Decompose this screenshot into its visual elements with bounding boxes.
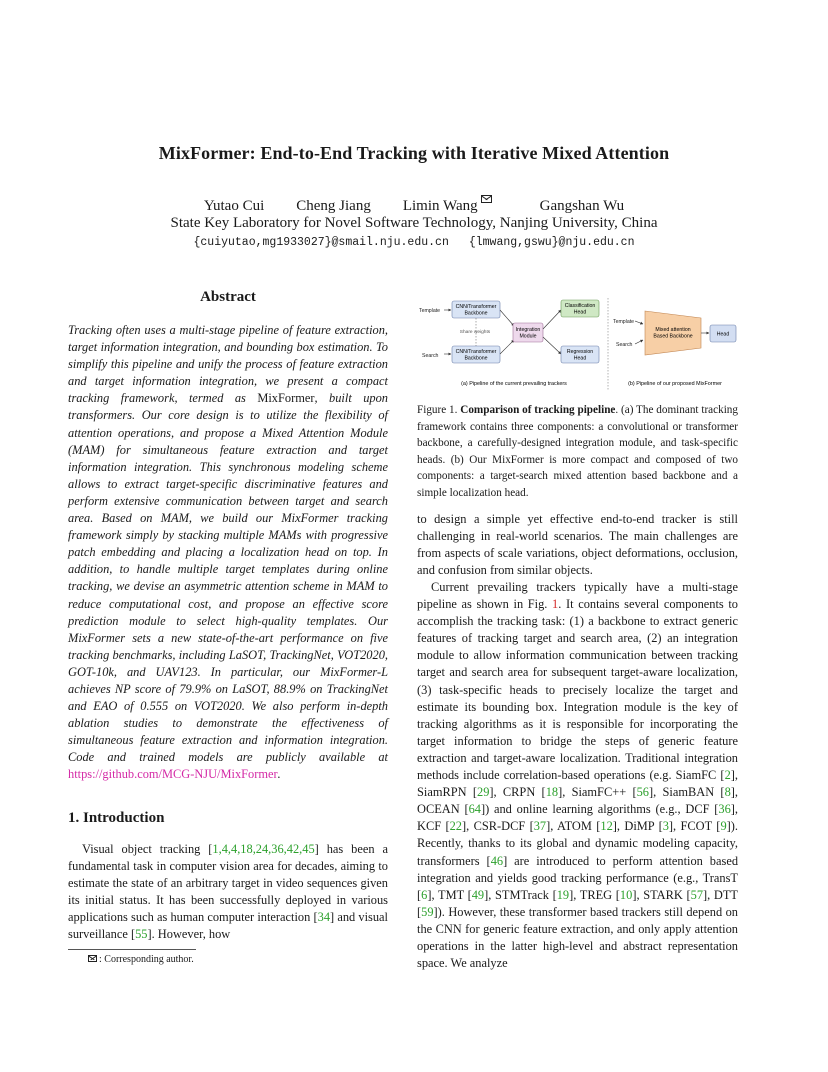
caption-bold: Comparison of tracking pipeline: [460, 404, 616, 416]
abstract-text: Tracking often uses a multi-stage pipeline of feature extraction, target information integration, and bounding box estimation. To simplify this pipeline and unify the process of feature extraction and target information integration, we present a compact tracking framework, termed as: [68, 323, 388, 406]
citation-link[interactable]: 22: [449, 819, 462, 834]
citation-link[interactable]: 8: [724, 785, 731, 800]
paper-title: MixFormer: End-to-End Tracking with Iterative Mixed Attention: [158, 143, 670, 163]
share-weights-label: Share weights: [459, 330, 491, 335]
intro-text: Visual object tracking [: [82, 842, 213, 856]
intro-text: ]. However, how: [147, 927, 231, 942]
backbone-bottom-line2: Backbone: [464, 355, 488, 362]
body-text: ], STARK [: [632, 887, 691, 902]
figure-ref-link[interactable]: 1: [552, 597, 559, 612]
body-text: ], FCOT [: [668, 819, 721, 834]
figure-caption: [417, 402, 738, 501]
intro-paragraph: [68, 841, 388, 944]
integration-line1: Integration: [515, 327, 541, 333]
code-link[interactable]: https://github.com/MCG-NJU/MixFormer: [68, 767, 278, 782]
author-name-text: Limin Wang: [402, 198, 478, 214]
body-text: ], STMTrack [: [484, 887, 557, 902]
citation-link[interactable]: 9: [720, 819, 727, 834]
author-name: Yutao Cui: [203, 198, 265, 214]
citation-link[interactable]: 64: [468, 802, 481, 817]
citation-link[interactable]: 1,4,4,18,24,36,42,45: [212, 842, 315, 856]
citation-link[interactable]: 6: [421, 887, 428, 902]
footnote-rule: [68, 949, 196, 950]
affiliation: State Key Laboratory for Novel Software Technology, Nanjing University, China: [170, 215, 658, 231]
body-paragraph: [417, 579, 738, 972]
citation-link[interactable]: 55: [135, 927, 148, 942]
body-text: Current prevailing trackers typically have a multi-stage pipeline as shown in Fig.: [417, 580, 738, 612]
footnote: [88, 954, 194, 965]
arrow: [500, 340, 514, 354]
regression-line2: Head: [573, 355, 587, 362]
classification-line2: Head: [573, 309, 587, 316]
mixed-line1: Mixed attention: [655, 327, 691, 333]
abstract-end: .: [277, 767, 281, 782]
citation-link[interactable]: 49: [471, 887, 485, 902]
citation-link[interactable]: 56: [636, 785, 649, 800]
body-text: ], CRPN [: [489, 785, 546, 800]
caption-label: Figure 1.: [417, 404, 458, 416]
citation-link[interactable]: 29: [477, 785, 490, 800]
body-text: ], KCF [: [417, 802, 738, 834]
body-text: ], SiamBAN [: [649, 785, 725, 800]
abstract-body: [68, 322, 388, 784]
body-text: . It contains several components to accomplish the tracking task: (1) a backbone to extract generic features of tracking target and search area, (2) an integration module to allow information communication between tracking target and search area for subsequent target-aware localization, (3) task-specific heads to precisely localize the target and estimate its bounding box. Integration module is the key of tracking algorithms as it is responsible for incorporating the target information to bridge the steps of generic feature extraction and target-aware localization. Traditional integration methods include correlation-based operations (e.g. SiamFC [: [417, 597, 738, 783]
backbone-bottom-line1: CNN/Transformer: [455, 349, 497, 355]
intro-text: ] has been a fundamental task in computer vision area for decades, aiming to estimate the state of an arbitrary target in video sequences given its initial status. It has been successfully deployed in various applications such as human computer interaction [: [68, 842, 388, 925]
citation-link[interactable]: 46: [490, 853, 504, 868]
citation-link[interactable]: 36: [718, 802, 731, 817]
body-text: ], TREG [: [569, 887, 620, 902]
author-name: Cheng Jiang: [296, 198, 371, 214]
citation-link[interactable]: 19: [556, 887, 570, 902]
citation-link[interactable]: 57: [690, 887, 704, 902]
email: {cuiyutao,mg1933027}@smail.nju.edu.cn: [193, 236, 449, 249]
body-text: ], CSR-DCF [: [461, 819, 534, 834]
body-text: ]). Recently, thanks to its global and dynamic modeling capacity, transformers [: [417, 819, 738, 868]
arrow: [543, 337, 561, 354]
body-text: ] are introduced to perform attention based integration and yields good tracking performance (e.g., TransT [: [417, 853, 739, 902]
body-text: ], ATOM [: [546, 819, 601, 834]
body-text: ], OCEAN [: [417, 785, 738, 817]
arrow: [635, 340, 643, 344]
arrow: [543, 310, 561, 329]
email-list: [0, 236, 828, 249]
citation-link[interactable]: 37: [533, 819, 547, 834]
backbone-top-line2: Backbone: [464, 310, 488, 317]
template-label-b: Template: [613, 319, 635, 325]
citation-link[interactable]: 10: [619, 887, 633, 902]
body-paragraph: to design a simple yet effective end-to-end tracker is still challenging in real-world scenarios. The main challenges are from aspects of scale variations, object deformations, occlusion, and confusion from similar objects.: [417, 512, 738, 578]
body-text: ], SiamRPN [: [417, 768, 738, 800]
template-label: Template: [419, 308, 441, 314]
regression-line1: Regression: [566, 349, 594, 355]
abstract-text: , built upon transformers. Our core design is to utilize the flexibility of attention operations, and propose a Mixed Attention Module (MAM) for simultaneous feature extraction and target information integration. This synchronous modeling scheme allows to extract target-specific discriminative features and perform extensive communication between target and search area. Based on MAM, we build our MixFormer tracking framework simply by stacking multiple MAMs with progressive patch embedding and placing a localization head on top. In addition, to handle multiple target templates during online tracking, we devise an asymmetric attention scheme in MAM to reduce computational cost, and propose an effective score prediction module to select high-quality templates. Our MixFormer sets a new state-of-the-art performance on five tracking benchmarks, including LaSOT, TrackingNet, VOT2020, GOT-10k, and UAV123. In particular, our MixFormer-L achieves NP score of 79.9% on LaSOT, 88.9% on TrackingNet and EAO of 0.555 on VOT2020. We also perform in-depth ablation studies to demonstrate the effectiveness of simultaneous feature extraction and information integration. Code and trained models are publicly available at: [68, 391, 388, 765]
subcaption-b: (b) Pipeline of our proposed MixFormer: [628, 381, 722, 387]
footnote-text: : Corresponding author.: [99, 954, 194, 965]
body-text: ]). However, these transformer based trackers still depend on the CNN for generic feature extraction, and only apply attention operations in the latter high-level and abstract representation space. We analyze: [417, 904, 738, 971]
citation-link[interactable]: 59: [421, 904, 434, 919]
mixed-line2: Based Backbone: [653, 333, 693, 340]
envelope-icon: [481, 195, 492, 203]
pipeline-diagram: [417, 296, 738, 396]
author-list: [0, 195, 828, 215]
section-heading-introduction: 1. Introduction: [68, 810, 165, 826]
classification-line1: Classification: [564, 303, 596, 309]
search-label: Search: [422, 353, 439, 359]
body-text: ], DTT [: [417, 887, 738, 919]
figure-1: [417, 296, 738, 396]
abstract-method-name: MixFormer: [257, 391, 315, 406]
backbone-top-line1: CNN/Transformer: [455, 304, 497, 310]
citation-link[interactable]: 2: [724, 768, 731, 783]
body-text: ], TMT [: [427, 887, 472, 902]
author-name: [403, 198, 508, 214]
arrow: [500, 310, 514, 326]
body-text: ]) and online learning algorithms (e.g., DCF [: [480, 802, 719, 817]
search-label-b: Search: [616, 342, 633, 348]
integration-line2: Module: [519, 333, 537, 340]
author-name: Gangshan Wu: [539, 198, 625, 214]
citation-link[interactable]: 34: [317, 910, 331, 925]
email: {lmwang,gswu}@nju.edu.cn: [468, 236, 635, 249]
citation-link[interactable]: 12: [600, 819, 613, 834]
head-label: Head: [716, 331, 730, 338]
caption-text: . (a) The dominant tracking framework contains three components: a convolutional or transformer backbone, a carefully-designed integration module, and task-specific heads. (b) Our MixFormer is more compact and composed of two components: a target-search mixed attention based backbone and a simple localization head.: [417, 404, 738, 499]
intro-text: ] and visual surveillance [: [68, 910, 388, 942]
citation-link[interactable]: 3: [662, 819, 669, 834]
abstract-heading: Abstract: [200, 289, 256, 305]
envelope-icon: [88, 955, 97, 962]
body-text: ], SiamFC++ [: [558, 785, 637, 800]
subcaption-a: (a) Pipeline of the current prevailing trackers: [461, 381, 567, 387]
body-text: ], DiMP [: [612, 819, 663, 834]
citation-link[interactable]: 18: [545, 785, 559, 800]
arrow: [635, 321, 643, 324]
